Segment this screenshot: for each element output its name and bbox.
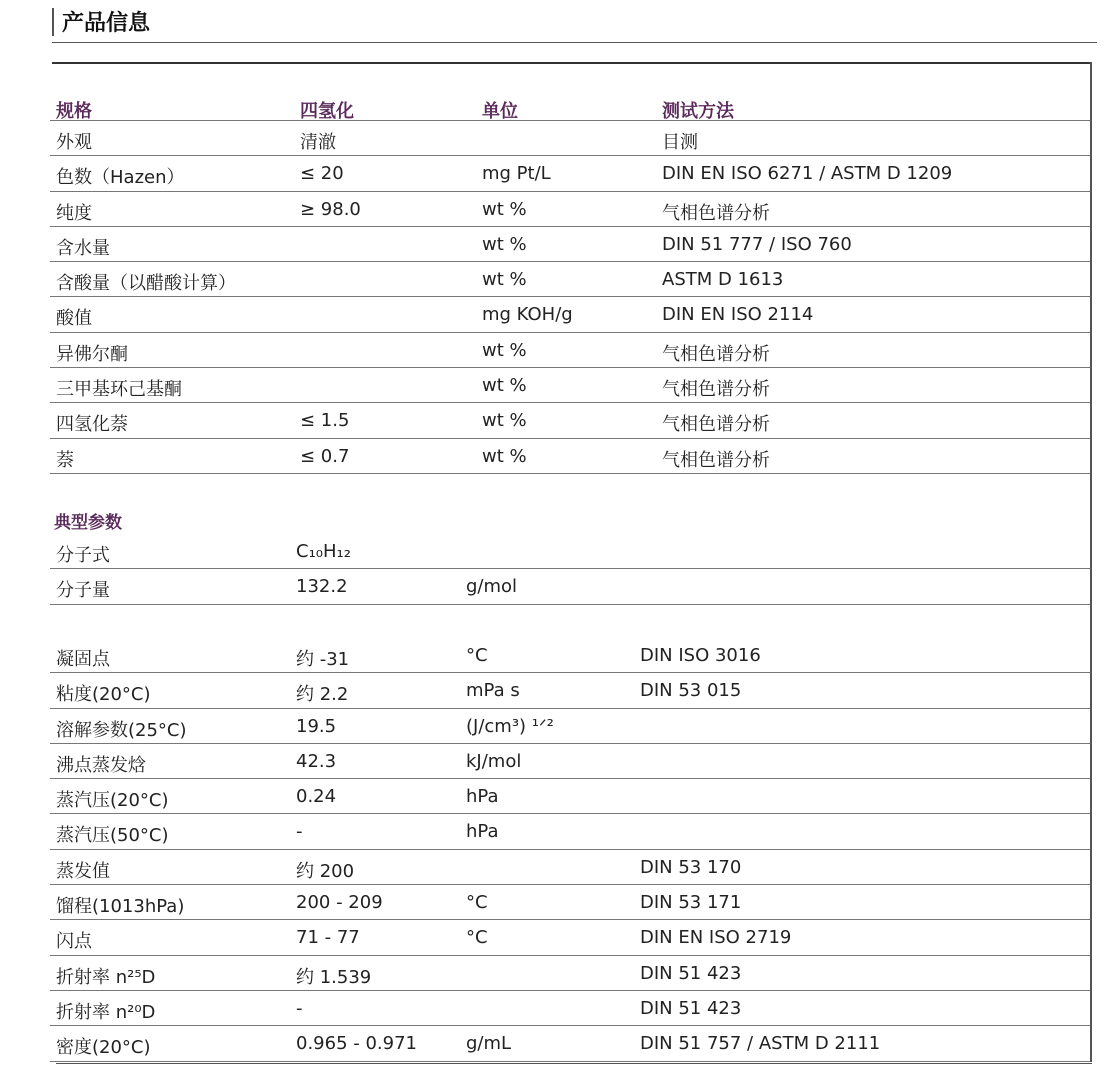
table-row [50,709,1090,744]
unit-cell: wt % [482,233,527,255]
table-row [50,192,1090,227]
value-cell: ≤ 1.5 [300,410,350,432]
value-cell: 42.3 [296,750,337,772]
spec-table [50,90,1090,474]
property-cell: 异佛尔酮 [56,343,128,365]
table-row [50,956,1090,991]
value-cell: ≥ 98.0 [300,198,361,220]
method-cell: DIN 51 757 / ASTM D 2111 [640,1033,881,1055]
section-title: 典型参数 [54,513,122,533]
unit-cell: g/mL [466,1033,512,1055]
divider [52,62,1092,64]
method-cell: 气相色谱分析 [662,449,770,471]
header-method: 测试方法 [662,101,734,122]
unit-cell: mg Pt/L [482,163,551,185]
method-cell: ASTM D 1613 [662,269,784,291]
value-cell: 200 - 209 [296,892,383,914]
table-header [50,90,1090,121]
value-cell: - [296,997,303,1019]
property-cell: 分子量 [56,580,110,602]
value-cell: 19.5 [296,715,337,737]
property-cell: 蒸发值 [56,860,110,882]
value-cell: 71 - 77 [296,927,360,949]
table-row [50,569,1090,604]
table-row [50,262,1090,297]
value-cell: 清澈 [300,132,336,153]
table-row [50,227,1090,262]
title-divider [52,8,54,36]
method-cell: DIN ISO 3016 [640,645,761,666]
method-cell: 目测 [662,132,698,153]
typical-table-b [50,638,1090,1062]
table-row [50,920,1090,955]
unit-cell: wt % [482,375,527,397]
property-cell: 含酸量（以醋酸计算） [56,273,236,295]
unit-cell: hPa [466,821,499,843]
table-row [50,673,1090,708]
divider [56,1063,1092,1064]
property-cell: 外观 [56,132,92,153]
method-cell: DIN EN ISO 2114 [662,304,814,326]
table-row [50,1026,1090,1061]
method-cell: DIN 51 423 [640,997,742,1019]
property-cell: 闪点 [56,931,92,953]
unit-cell: wt % [482,198,527,220]
method-cell: DIN 51 423 [640,962,742,984]
property-cell: 色数（Hazen） [56,167,185,189]
typical-table-a [50,534,1090,605]
table-row [50,156,1090,191]
property-cell: 分子式 [56,545,110,566]
table-row [50,850,1090,885]
header-unit: 单位 [482,101,518,122]
table-row [50,333,1090,368]
unit-cell: wt % [482,410,527,432]
unit-cell: °C [466,927,488,949]
value-cell: 0.24 [296,786,337,808]
table-row [50,297,1090,332]
unit-cell: (J/cm³) ¹ᐟ² [466,715,554,737]
unit-cell: mPa s [466,680,520,702]
page-title: 产品信息 [62,11,151,36]
unit-cell: kJ/mol [466,750,522,772]
property-cell: 粘度(20°C) [56,684,151,706]
property-cell: 蒸汽压(50°C) [56,825,169,847]
property-cell: 密度(20°C) [56,1037,151,1059]
table-row [50,991,1090,1026]
value-cell: 132.2 [296,576,348,598]
value-cell: ≤ 0.7 [300,445,350,467]
frame-border [1090,62,1092,1062]
property-cell: 蒸汽压(20°C) [56,790,169,812]
property-cell: 沸点蒸发焓 [56,754,146,776]
table-row [50,638,1090,673]
value-cell: 约 2.2 [296,684,349,706]
unit-cell: mg KOH/g [482,304,573,326]
method-cell: DIN 53 171 [640,892,742,914]
property-cell: 萘 [56,449,74,471]
property-cell: 凝固点 [56,649,110,670]
value-cell: 约 1.539 [296,966,372,988]
value-cell: ≤ 20 [300,163,344,185]
property-cell: 溶解参数(25°C) [56,719,187,741]
divider [52,42,1097,43]
value-cell: 约 200 [296,860,355,882]
property-cell: 折射率 n²⁰D [56,1001,156,1023]
unit-cell: °C [466,645,488,666]
method-cell: 气相色谱分析 [662,414,770,436]
table-row [50,121,1090,156]
table-row [50,744,1090,779]
unit-cell: hPa [466,786,499,808]
value-cell: - [296,821,303,843]
header-spec: 规格 [56,101,92,122]
header-value: 四氢化 [300,101,354,122]
table-row [50,368,1090,403]
table-row [50,534,1090,569]
property-cell: 折射率 n²⁵D [56,966,156,988]
method-cell: DIN EN ISO 6271 / ASTM D 1209 [662,163,953,185]
unit-cell: wt % [482,445,527,467]
property-cell: 含水量 [56,237,110,259]
method-cell: DIN EN ISO 2719 [640,927,792,949]
table-row [50,779,1090,814]
method-cell: DIN 53 170 [640,856,742,878]
unit-cell: g/mol [466,576,518,598]
property-cell: 纯度 [56,202,92,224]
table-row [50,885,1090,920]
table-row [50,403,1090,438]
method-cell: DIN 51 777 / ISO 760 [662,233,852,255]
unit-cell: wt % [482,269,527,291]
value-cell: C₁₀H₁₂ [296,541,351,562]
table-row [50,439,1090,474]
method-cell: DIN 53 015 [640,680,742,702]
table-row [50,814,1090,849]
method-cell: 气相色谱分析 [662,202,770,224]
property-cell: 酸值 [56,308,92,330]
value-cell: 约 -31 [296,649,350,670]
method-cell: 气相色谱分析 [662,343,770,365]
method-cell: 气相色谱分析 [662,379,770,401]
property-cell: 四氢化萘 [56,414,128,436]
unit-cell: wt % [482,339,527,361]
property-cell: 三甲基环己基酮 [56,379,182,401]
property-cell: 馏程(1013hPa) [56,896,185,918]
value-cell: 0.965 - 0.971 [296,1033,417,1055]
unit-cell: °C [466,892,488,914]
